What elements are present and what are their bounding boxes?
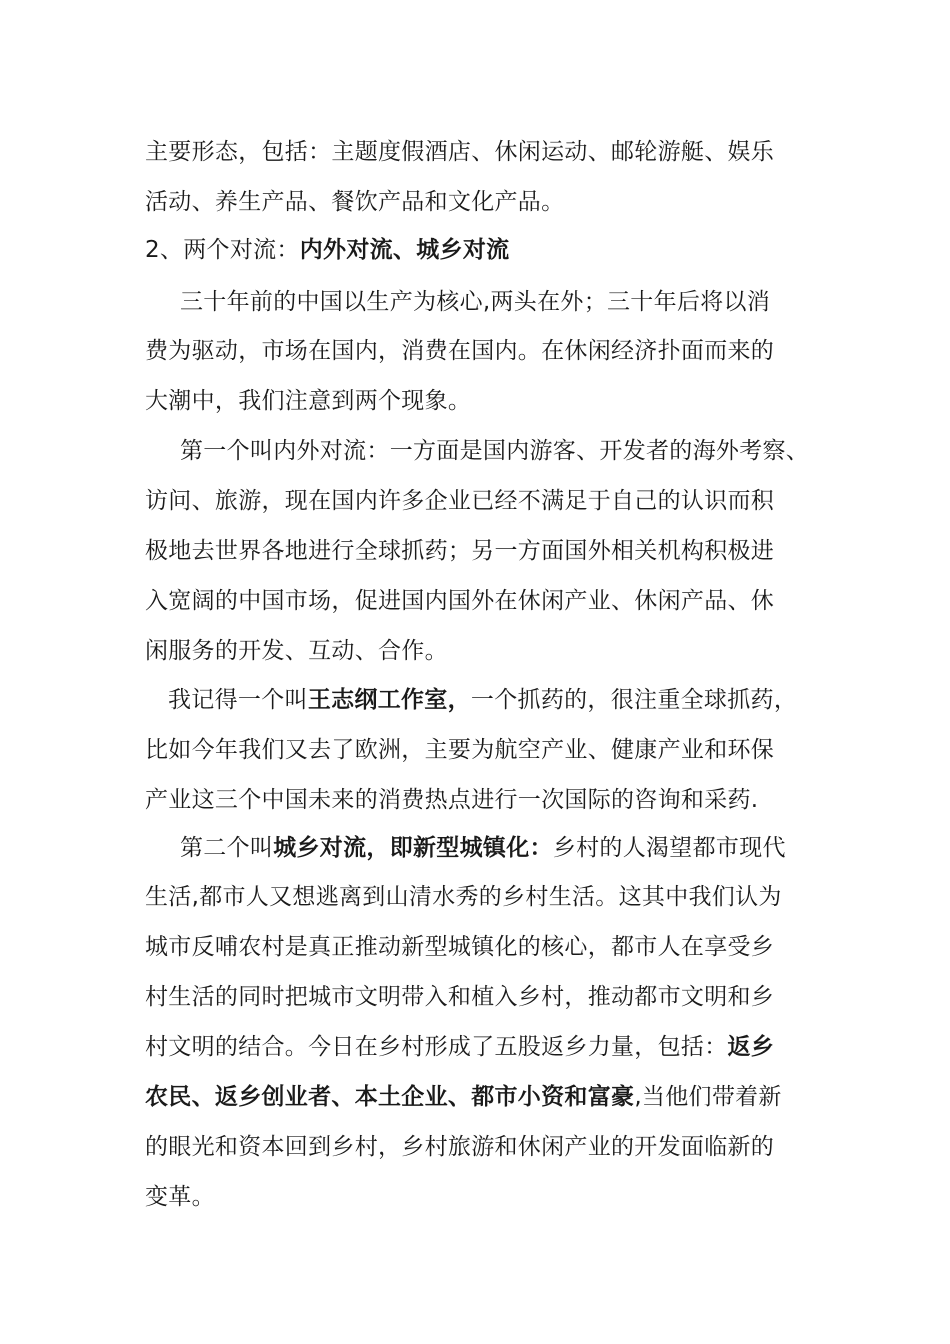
text-line <box>145 336 774 366</box>
text-run: 入宽阔的中国市场，促进国内国外在休闲产业、休闲产品、休 <box>145 588 775 614</box>
text-run: 三十年前的中国以生产为核心,两头在外；三十年后将以消 <box>180 289 771 315</box>
text-run: 村生活的同时把城市文明带入和植入乡村，推动都市文明和乡 <box>145 984 775 1010</box>
text-line <box>145 932 774 962</box>
text-line <box>145 137 774 167</box>
text-line <box>145 882 782 912</box>
text-run: 产业这三个中国未来的消费热点进行一次国际的咨询和采药. <box>145 787 759 813</box>
heading-emphasis: 内外对流、城乡对流 <box>299 237 510 263</box>
text-run: 大潮中，我们注意到两个现象。 <box>145 388 472 414</box>
text-run: 访问、旅游，现在国内许多企业已经不满足于自己的认识而积 <box>145 488 775 514</box>
emphasis-run: 城乡对流，即新型城镇化： <box>273 835 553 861</box>
emphasis-run: 王志纲工作室， <box>307 687 471 713</box>
section-heading <box>145 235 509 265</box>
text-line <box>145 1032 774 1062</box>
text-run: 的眼光和资本回到乡村，乡村旅游和休闲产业的开发面临新的 <box>145 1134 775 1160</box>
text-line <box>145 187 564 217</box>
text-line <box>145 785 758 815</box>
text-run: 城市反哺农村是真正推动新型城镇化的核心，都市人在享受乡 <box>145 934 775 960</box>
text-line <box>145 1132 774 1162</box>
text-line <box>145 1082 782 1112</box>
text-run: 变革。 <box>145 1184 215 1210</box>
text-line <box>145 386 471 416</box>
paragraph-first-line <box>180 287 770 317</box>
text-run: ,当他们带着新 <box>634 1084 782 1110</box>
text-line <box>145 536 774 566</box>
text-run: 村文明的结合。今日在乡村形成了五股返乡力量，包括： <box>145 1034 728 1060</box>
text-run: 一个抓药的，很注重全球抓药， <box>470 687 798 713</box>
text-line <box>145 982 774 1012</box>
paragraph-first-line <box>168 685 797 715</box>
text-run: 第二个叫 <box>180 835 274 861</box>
paragraph-first-line <box>180 436 809 466</box>
text-line <box>145 486 774 516</box>
text-run: 我记得一个叫 <box>168 687 308 713</box>
text-run: 费为驱动，市场在国内，消费在国内。在休闲经济扑面而来的 <box>145 338 775 364</box>
text-run: 乡村的人渴望都市现代 <box>552 835 786 861</box>
emphasis-run: 返乡 <box>727 1034 775 1060</box>
text-run: 活动、养生产品、餐饮产品和文化产品。 <box>145 189 565 215</box>
text-run: 生活,都市人又想逃离到山清水秀的乡村生活。这其中我们认为 <box>145 884 782 910</box>
text-line <box>145 586 774 616</box>
emphasis-run: 农民、返乡创业者、本土企业、都市小资和富豪 <box>145 1084 635 1110</box>
text-run: 比如今年我们又去了欧洲，主要为航空产业、健康产业和环保 <box>145 737 775 763</box>
text-line <box>145 636 448 666</box>
text-run: 主要形态，包括：主题度假酒店、休闲运动、邮轮游艇、娱乐 <box>145 139 775 165</box>
text-line <box>145 1182 215 1212</box>
text-run: 第一个叫内外对流：一方面是国内游客、开发者的海外考察、 <box>180 438 810 464</box>
text-run: 极地去世界各地进行全球抓药；另一方面国外相关机构积极进 <box>145 538 775 564</box>
text-run: 闲服务的开发、互动、合作。 <box>145 638 448 664</box>
paragraph-first-line <box>180 833 786 863</box>
text-line <box>145 735 774 765</box>
heading-label: 2、两个对流： <box>145 237 300 263</box>
